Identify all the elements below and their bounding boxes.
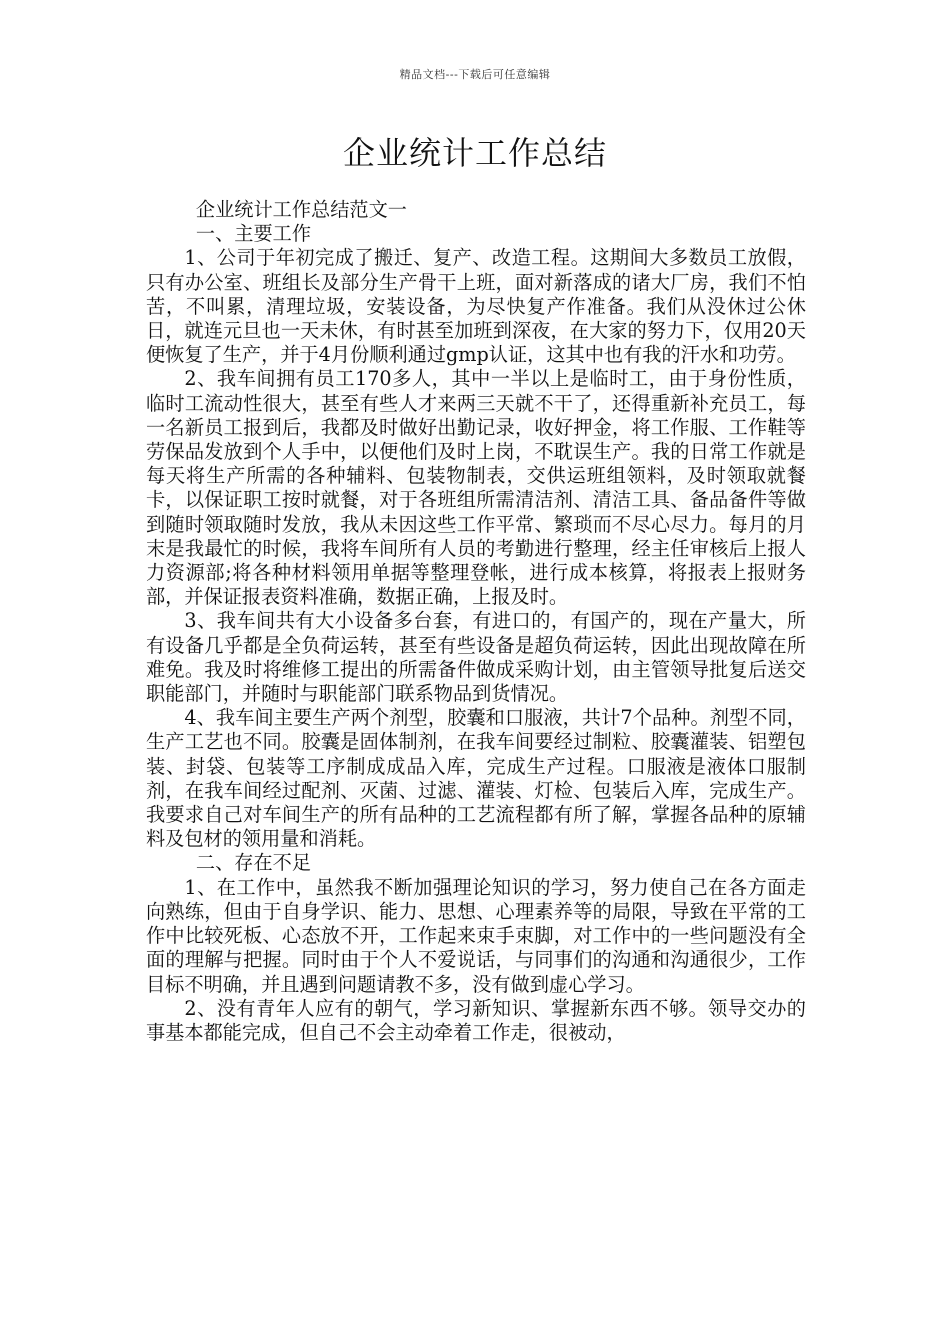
document-title: 企业统计工作总结 [342, 134, 607, 172]
paragraph: 3、我车间共有大小设备多台套，有进口的，有国产的，现在产量大，所有设备几乎都是全负荷运转，甚至有些设备是超负荷运转，因此出现故障在所难免。我及时将维修工提出的所需备件做成采购计划，由主管领导批复后送交职能部门，并随时与职能部门联系物品到货情况。 [146, 609, 806, 706]
document-subtitle: 企业统计工作总结范文一 [195, 198, 407, 221]
section-heading-main-work: 一、主要工作 [195, 222, 312, 246]
document-watermark-header: 精品文档---下载后可任意编辑 [399, 68, 551, 81]
paragraph: 2、我车间拥有员工170多人，其中一半以上是临时工，由于身份性质，临时工流动性很大，甚至有些人才来两三天就不干了，还得重新补充员工，每一名新员工报到后，我都及时做好出勤记录，收好押金，将工作服、工作鞋等劳保品发放到个人手中，以便他们及时上岗，不耽误生产。我的日常工作就是每天将生产所需的各种辅料、包装物制表，交供运班组领料，及时领取就餐卡，以保证职工按时就餐，对于各班组所需清洁剂、清洁工具、备品备件等做到随时领取随时发放，我从未因这些工作平常、繁琐而不尽心尽力。每月的月末是我最忙的时候，我将车间所有人员的考勤进行整理，经主任审核后上报人力资源部;将各种材料领用单据等整理登帐，进行成本核算，将报表上报财务部，并保证报表资料准确，数据正确，上报及时。 [146, 367, 806, 609]
paragraph: 4、我车间主要生产两个剂型，胶囊和口服液，共计7个品种。剂型不同，生产工艺也不同。胶囊是固体制剂，在我车间要经过制粒、胶囊灌装、铝塑包装、封袋、包装等工序制成成品入库，完成生产过程。口服液是液体口服制剂，在我车间经过配剂、灭菌、过滤、灌装、灯检、包装后入库，完成生产。我要求自己对车间生产的所有品种的工艺流程都有所了解，掌握各品种的原辅料及包材的领用量和消耗。 [146, 706, 806, 851]
paragraph: 1、公司于年初完成了搬迁、复产、改造工程。这期间大多数员工放假，只有办公室、班组长及部分生产骨干上班，面对新落成的诸大厂房，我们不怕苦，不叫累，清理垃圾，安装设备，为尽快复产作准备。我们从没休过公休日，就连元旦也一天未休，有时甚至加班到深夜，在大家的努力下，仅用20天便恢复了生产，并于4月份顺利通过gmp认证，这其中也有我的汗水和功劳。 [146, 246, 806, 367]
document-body [146, 198, 806, 1045]
section-heading-shortcomings: 二、存在不足 [195, 851, 312, 875]
paragraph: 1、在工作中，虽然我不断加强理论知识的学习，努力使自己在各方面走向熟练，但由于自身学识、能力、思想、心理素养等的局限，导致在平常的工作中比较死板、心态放不开，工作起来束手束脚，对工作中的一些问题没有全面的理解与把握。同时由于个人不爱说话，与同事们的沟通和沟通很少，工作目标不明确，并且遇到问题请教不多，没有做到虚心学习。 [146, 875, 806, 996]
paragraph: 2、没有青年人应有的朝气，学习新知识、掌握新东西不够。领导交办的事基本都能完成，但自己不会主动牵着工作走，很被动， [146, 996, 806, 1044]
